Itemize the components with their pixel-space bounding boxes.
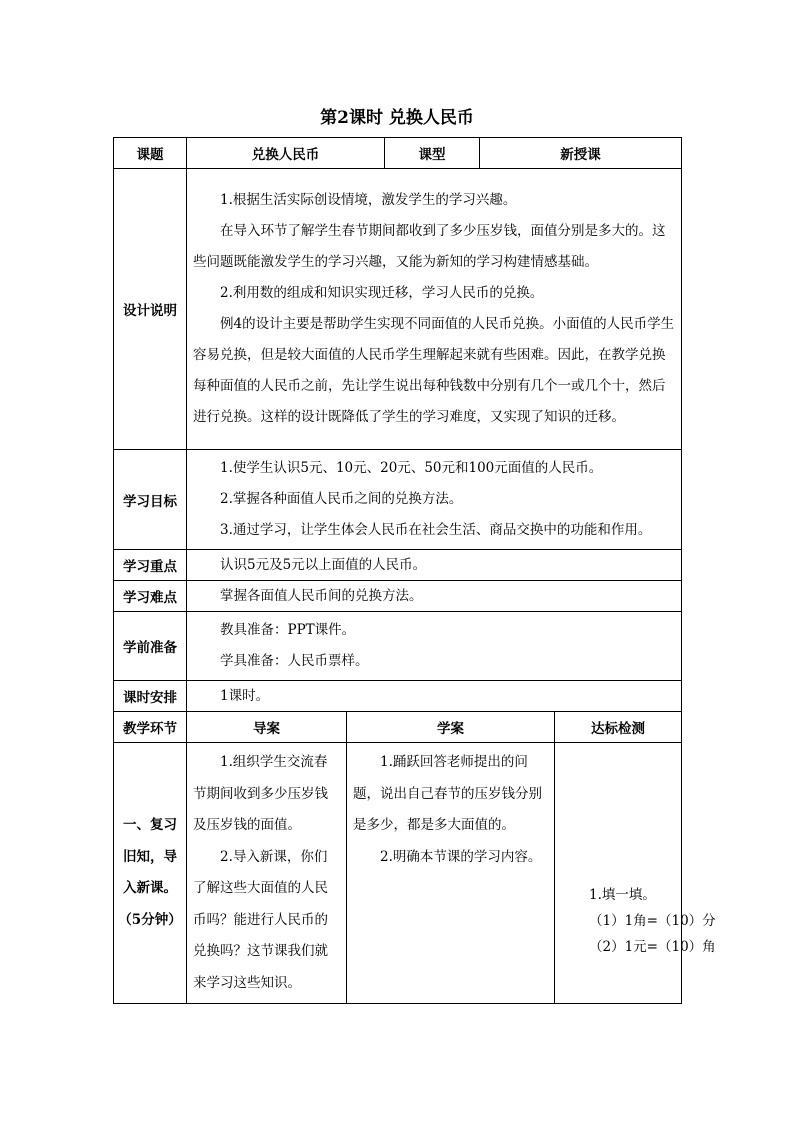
type-label: 课型 <box>385 138 480 169</box>
key-point-label: 学习重点 <box>114 550 187 581</box>
column-study: 学案 <box>347 712 555 743</box>
goals-content <box>187 450 682 550</box>
difficulty-label: 学习难点 <box>114 581 187 612</box>
preparation-row <box>114 612 682 681</box>
schedule-label: 课时安排 <box>114 681 187 712</box>
check-item: （1）1角=（10）分 <box>589 913 716 929</box>
column-check: 达标检测 <box>555 712 682 743</box>
section-1-label: 一、复习旧知，导入新课。（5分钟） <box>114 743 187 1004</box>
column-guide: 导案 <box>187 712 347 743</box>
preparation-item: 教具准备：PPT课件。 <box>220 622 356 638</box>
design-content <box>187 169 682 450</box>
design-label: 设计说明 <box>114 169 187 450</box>
guide-item: 2.导入新课，你们了解这些大面值的人民币吗？能进行人民币的兑换吗？这节课我们就来学习这些知识。 <box>193 848 328 991</box>
design-paragraph: 2.利用数的组成和知识实现迁移，学习人民币的兑换。 <box>220 285 544 301</box>
section-1-guide <box>187 743 347 1004</box>
page-title: 第2课时 兑换人民币 <box>320 108 474 128</box>
check-item: 1.填一填。 <box>589 887 656 903</box>
design-paragraph: 例4的设计主要是帮助学生实现不同面值的人民币兑换。小面值的人民币学生容易兑换，但是较大面值的人民币学生理解起来就有些困难。因此，在教学兑换每种面值的人民币之前，先让学生说出每种钱数中分别有几个一或几个十，然后进行兑换。这样的设计既降低了学生的学习难度，又实现了知识的迁移。 <box>193 316 675 425</box>
design-paragraph: 1.根据生活实际创设情境，激发学生的学习兴趣。 <box>220 192 517 208</box>
preparation-content <box>187 612 682 681</box>
goal-item: 1.使学生认识5元、10元、20元、50元和100元面值的人民币。 <box>220 460 603 476</box>
key-point-text: 认识5元及5元以上面值的人民币。 <box>220 557 427 573</box>
design-row <box>114 169 682 450</box>
header-row <box>114 138 682 169</box>
difficulty-text: 掌握各面值人民币间的兑换方法。 <box>220 588 423 604</box>
schedule-text: 1课时。 <box>220 688 270 704</box>
difficulty-content <box>187 581 682 612</box>
schedule-content <box>187 681 682 712</box>
lesson-plan-table <box>113 137 716 1004</box>
columns-row <box>114 712 682 743</box>
section-1-check <box>555 743 716 1004</box>
key-point-row <box>114 550 682 581</box>
goal-item: 3.通过学习，让学生体会人民币在社会生活、商品交换中的功能和作用。 <box>220 522 652 538</box>
schedule-row <box>114 681 682 712</box>
topic-value: 兑换人民币 <box>187 138 385 169</box>
section-1-study <box>347 743 555 1004</box>
preparation-item: 学具准备：人民币票样。 <box>220 653 369 669</box>
goals-row <box>114 450 682 550</box>
topic-label: 课题 <box>114 138 187 169</box>
key-point-content <box>187 550 682 581</box>
difficulty-row <box>114 581 682 612</box>
goals-label: 学习目标 <box>114 450 187 550</box>
column-stage: 教学环节 <box>114 712 187 743</box>
goal-item: 2.掌握各种面值人民币之间的兑换方法。 <box>220 491 463 507</box>
design-paragraph: 在导入环节了解学生春节期间都收到了多少压岁钱，面值分别是多大的。这些问题既能激发学生的学习兴趣，又能为新知的学习构建情感基础。 <box>193 223 666 270</box>
study-item: 1.踊跃回答老师提出的问题，说出自己春节的压岁钱分别是多少，都是多大面值的。 <box>353 754 542 833</box>
check-item: （2）1元=（10）角 <box>589 939 716 955</box>
preparation-label: 学前准备 <box>114 612 187 681</box>
study-item: 2.明确本节课的学习内容。 <box>380 848 542 865</box>
section-1-row <box>114 743 682 1004</box>
type-value: 新授课 <box>480 138 682 169</box>
guide-item: 1.组织学生交流春节期间收到多少压岁钱及压岁钱的面值。 <box>193 754 328 833</box>
